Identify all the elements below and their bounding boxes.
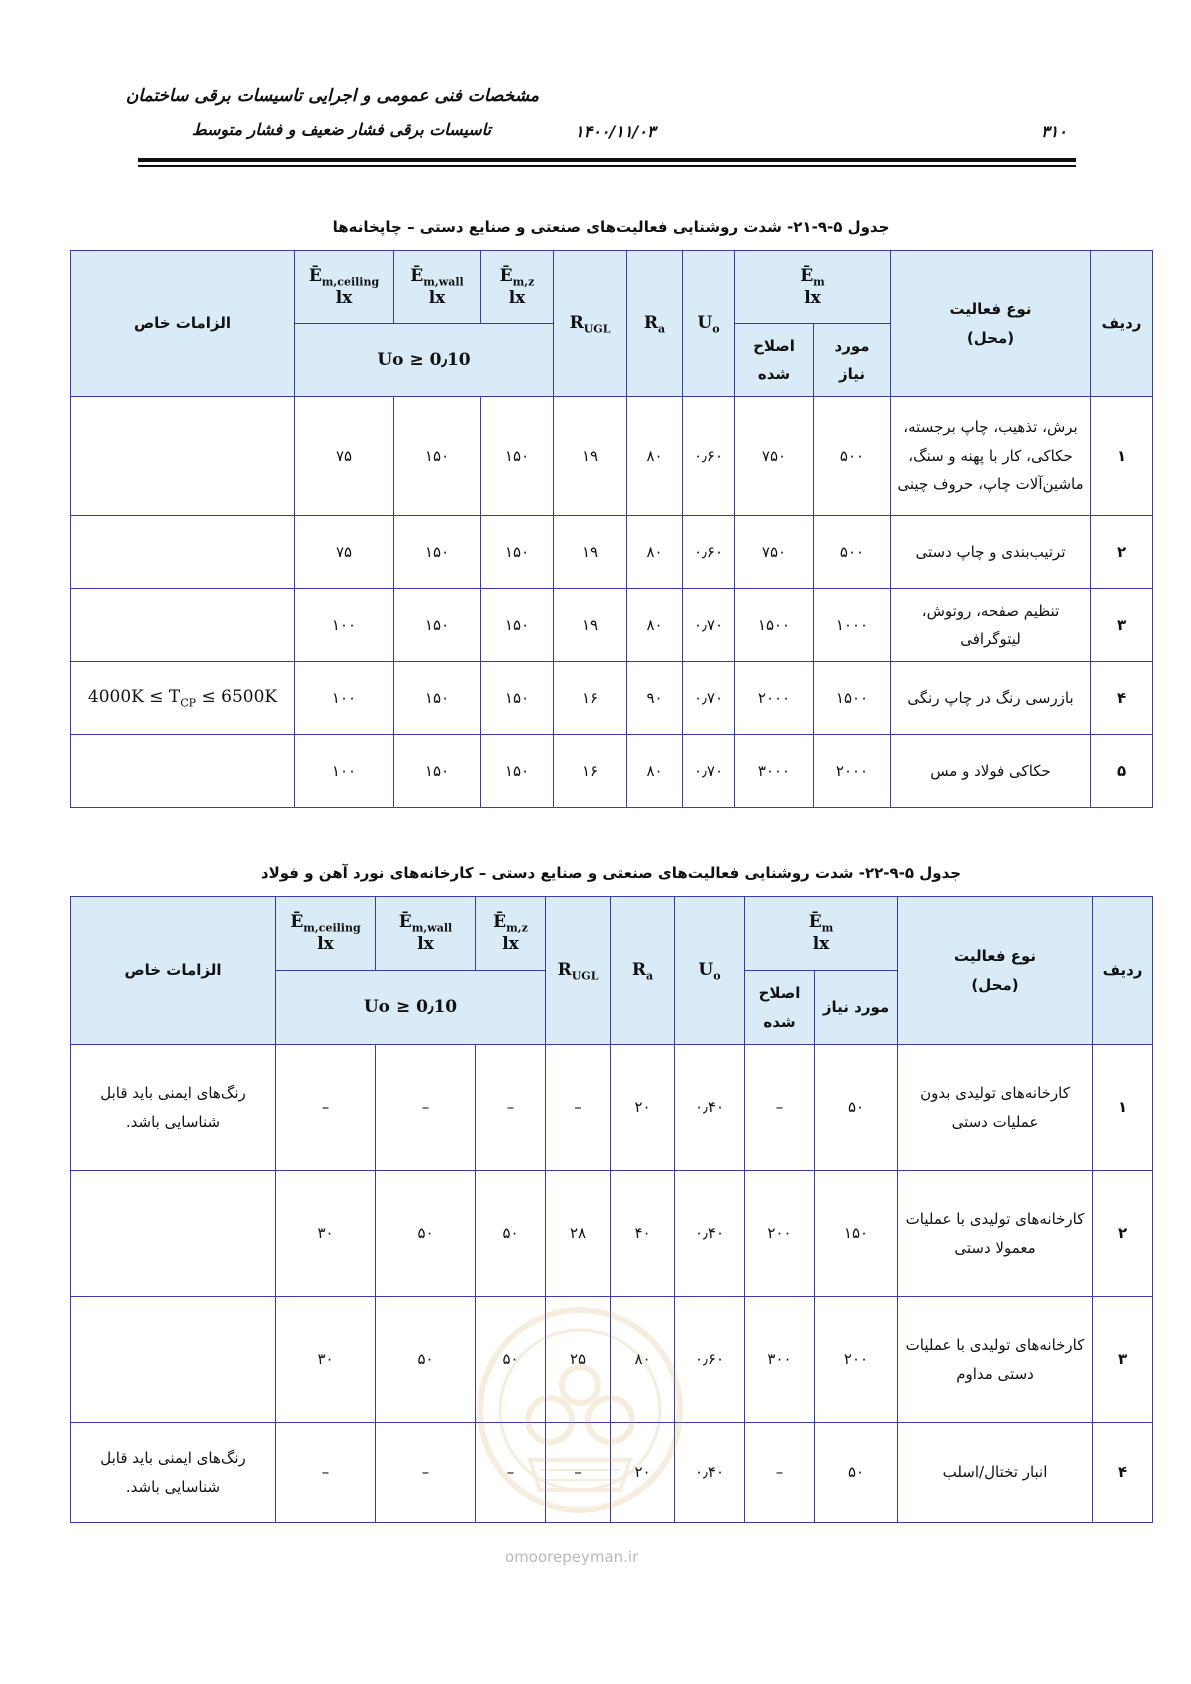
header-emz: $Ē_{m,z}$ lx — [481, 251, 554, 324]
row-number: ۱ — [1091, 397, 1153, 516]
emz-cell: – — [476, 1045, 546, 1171]
emz-cell: ۵۰ — [476, 1171, 546, 1297]
header-required: مورد نیاز — [814, 324, 891, 397]
corrected-cell: ۲۰۰۰ — [735, 662, 814, 735]
corrected-cell: ۷۵۰ — [735, 516, 814, 589]
activity-cell: تنظیم صفحه، روتوش، لیتوگرافی — [891, 589, 1091, 662]
required-cell: ۵۰۰ — [814, 516, 891, 589]
activity-cell: کارخانه‌های تولیدی با عملیات دستی مداوم — [898, 1297, 1093, 1423]
watermark-url: omoorepeyman.ir — [505, 1548, 639, 1566]
emz-cell: ۱۵۰ — [481, 397, 554, 516]
table-row — [71, 1045, 1153, 1171]
row-number: ۳ — [1093, 1297, 1153, 1423]
corrected-cell: ۷۵۰ — [735, 397, 814, 516]
header-activity: نوع فعالیت (محل) — [898, 897, 1093, 1045]
special-cell — [71, 1171, 276, 1297]
emwall-cell: – — [376, 1045, 476, 1171]
corrected-cell: ۳۰۰۰ — [735, 735, 814, 808]
header-activity-sub: (محل) — [966, 328, 1015, 347]
ra-cell: ۲۰ — [611, 1045, 675, 1171]
ra-cell: ۸۰ — [627, 516, 683, 589]
header-uo-condition: Uo ≥ 0٫10 — [295, 324, 554, 397]
table1 — [70, 250, 1153, 808]
document-title: مشخصات فنی عمومی و اجرایی تاسیسات برقی ساختمان — [125, 86, 539, 106]
emceiling-cell: ۳۰ — [276, 1171, 376, 1297]
special-cell — [71, 1297, 276, 1423]
header-em: $Ē_m$ lx — [745, 897, 898, 971]
special-cell: رنگ‌های ایمنی باید قابل شناسایی باشد. — [71, 1423, 276, 1523]
activity-cell: برش، تذهیب، چاپ برجسته، حکاکی، کار با پهنه و سنگ، ماشین‌آلات چاپ، حروف چینی — [891, 397, 1091, 516]
table-row — [71, 397, 1153, 516]
required-cell: ۵۰ — [815, 1423, 898, 1523]
ra-cell: ۸۰ — [627, 589, 683, 662]
header-activity-label: نوع فعالیت — [949, 300, 1032, 318]
emwall-cell: ۱۵۰ — [394, 589, 481, 662]
table2-caption: جدول ۵-۹-۲۲- شدت روشنایی فعالیت‌های صنعتی و صنایع دستی – کارخانه‌های نورد آهن و فولاد — [260, 864, 962, 882]
header-corrected: اصلاح شده — [735, 324, 814, 397]
document-date: ۱۴۰۰/۱۱/۰۳ — [575, 122, 656, 141]
corrected-cell: – — [745, 1045, 815, 1171]
header-rugl: $R_{UGL}$ — [546, 897, 611, 1045]
activity-cell: حکاکی فولاد و مس — [891, 735, 1091, 808]
header-uo: $U_o$ — [683, 251, 735, 397]
emz-cell: ۱۵۰ — [481, 735, 554, 808]
required-cell: ۲۰۰۰ — [814, 735, 891, 808]
table1-caption: جدول ۵-۹-۲۱- شدت روشنایی فعالیت‌های صنعتی و صنایع دستی – چاپخانه‌ها — [332, 218, 890, 236]
header-em — [735, 251, 891, 324]
corrected-cell: ۳۰۰ — [745, 1297, 815, 1423]
uo-cell: ۰٫۶۰ — [675, 1297, 745, 1423]
rugl-cell: ۲۸ — [546, 1171, 611, 1297]
emwall-cell: ۱۵۰ — [394, 516, 481, 589]
header-activity — [891, 251, 1091, 397]
emwall-cell: ۵۰ — [376, 1297, 476, 1423]
table-row — [71, 516, 1153, 589]
emwall-cell: ۱۵۰ — [394, 662, 481, 735]
header-uo-condition: Uo ≥ 0٫10 — [276, 971, 546, 1045]
header-emceiling: $Ē_{m,ceiling}$ lx — [295, 251, 394, 324]
corrected-cell: – — [745, 1423, 815, 1523]
activity-cell: بازرسی رنگ در چاپ رنگی — [891, 662, 1091, 735]
required-cell: ۱۵۰۰ — [814, 662, 891, 735]
header-special: الزامات خاص — [71, 251, 295, 397]
header-special: الزامات خاص — [71, 897, 276, 1045]
uo-cell: ۰٫۷۰ — [683, 589, 735, 662]
emwall-cell: – — [376, 1423, 476, 1523]
emz-cell: ۱۵۰ — [481, 662, 554, 735]
row-number: ۴ — [1093, 1423, 1153, 1523]
required-cell: ۵۰۰ — [814, 397, 891, 516]
emz-cell: ۱۵۰ — [481, 516, 554, 589]
activity-cell: ترتیب‌بندی و چاپ دستی — [891, 516, 1091, 589]
activity-cell: کارخانه‌های تولیدی با عملیات معمولا دستی — [898, 1171, 1093, 1297]
special-cell — [71, 735, 295, 808]
corrected-cell: ۲۰۰ — [745, 1171, 815, 1297]
table-row — [71, 662, 1153, 735]
header-corrected: اصلاح شده — [745, 971, 815, 1045]
emwall-cell: ۵۰ — [376, 1171, 476, 1297]
header-emceiling: $Ē_{m,ceiling}$ lx — [276, 897, 376, 971]
emceiling-cell: – — [276, 1423, 376, 1523]
rugl-cell: ۲۵ — [546, 1297, 611, 1423]
rugl-cell: ۱۹ — [554, 589, 627, 662]
row-number: ۳ — [1091, 589, 1153, 662]
emceiling-cell: – — [276, 1045, 376, 1171]
header-required: مورد نیاز — [815, 971, 898, 1045]
header-emz: $Ē_{m,z}$ lx — [476, 897, 546, 971]
ra-cell: ۹۰ — [627, 662, 683, 735]
watermark-seal — [470, 1300, 690, 1520]
ra-cell: ۴۰ — [611, 1171, 675, 1297]
special-cell — [71, 516, 295, 589]
emwall-cell: ۱۵۰ — [394, 735, 481, 808]
uo-cell: ۰٫۷۰ — [683, 662, 735, 735]
ra-cell: ۸۰ — [611, 1297, 675, 1423]
table-row — [71, 735, 1153, 808]
special-cell: رنگ‌های ایمنی باید قابل شناسایی باشد. — [71, 1045, 276, 1171]
uo-cell: ۰٫۴۰ — [675, 1423, 745, 1523]
uo-cell: ۰٫۶۰ — [683, 516, 735, 589]
special-cell — [71, 589, 295, 662]
emz-cell: ۵۰ — [476, 1297, 546, 1423]
emceiling-cell: ۱۰۰ — [295, 735, 394, 808]
activity-cell: انبار تختال/اسلب — [898, 1423, 1093, 1523]
header-ra: $R_a$ — [611, 897, 675, 1045]
special-cell — [71, 662, 295, 735]
header-em-unit: lx — [804, 287, 821, 308]
document-subtitle: تاسیسات برقی فشار ضعیف و فشار متوسط — [191, 120, 491, 139]
special-cell — [71, 397, 295, 516]
header-emwall: $Ē_{m,wall}$ lx — [376, 897, 476, 971]
emceiling-cell: ۷۵ — [295, 397, 394, 516]
page-number: ۳۱۰ — [1041, 122, 1067, 141]
uo-cell: ۰٫۴۰ — [675, 1171, 745, 1297]
emz-cell: ۱۵۰ — [481, 589, 554, 662]
corrected-cell: ۱۵۰۰ — [735, 589, 814, 662]
ra-cell: ۲۰ — [611, 1423, 675, 1523]
uo-cell: ۰٫۷۰ — [683, 735, 735, 808]
emceiling-cell: ۷۵ — [295, 516, 394, 589]
header-emwall: $Ē_{m,wall}$ lx — [394, 251, 481, 324]
row-number: ۵ — [1091, 735, 1153, 808]
rugl-cell: – — [546, 1423, 611, 1523]
rugl-cell: ۱۶ — [554, 662, 627, 735]
rugl-cell: ۱۹ — [554, 516, 627, 589]
header-uo: $U_o$ — [675, 897, 745, 1045]
row-number: ۲ — [1093, 1171, 1153, 1297]
rugl-cell: ۱۶ — [554, 735, 627, 808]
color-temperature-requirement: $4000K \le T_{CP} \le 6500K$ — [87, 687, 278, 710]
row-number: ۴ — [1091, 662, 1153, 735]
ra-cell: ۸۰ — [627, 735, 683, 808]
header-rule — [138, 158, 1076, 162]
header-em-symbol: $Ē_m$ — [800, 265, 825, 289]
rugl-cell: ۱۹ — [554, 397, 627, 516]
emwall-cell: ۱۵۰ — [394, 397, 481, 516]
uo-cell: ۰٫۴۰ — [675, 1045, 745, 1171]
table-row — [71, 1171, 1153, 1297]
header-rule-thin — [138, 165, 1076, 167]
ra-cell: ۸۰ — [627, 397, 683, 516]
activity-cell: کارخانه‌های تولیدی بدون عملیات دستی — [898, 1045, 1093, 1171]
row-number: ۲ — [1091, 516, 1153, 589]
uo-cell: ۰٫۶۰ — [683, 397, 735, 516]
emceiling-cell: ۱۰۰ — [295, 589, 394, 662]
required-cell: ۱۰۰۰ — [814, 589, 891, 662]
required-cell: ۱۵۰ — [815, 1171, 898, 1297]
required-cell: ۵۰ — [815, 1045, 898, 1171]
emz-cell: – — [476, 1423, 546, 1523]
row-number: ۱ — [1093, 1045, 1153, 1171]
rugl-cell: – — [546, 1045, 611, 1171]
header-row-number: ردیف — [1093, 897, 1153, 1045]
table-row — [71, 589, 1153, 662]
header-rugl: $R_{UGL}$ — [554, 251, 627, 397]
emceiling-cell: ۱۰۰ — [295, 662, 394, 735]
header-row-number: ردیف — [1091, 251, 1153, 397]
required-cell: ۲۰۰ — [815, 1297, 898, 1423]
emceiling-cell: ۳۰ — [276, 1297, 376, 1423]
header-ra: $R_a$ — [627, 251, 683, 397]
